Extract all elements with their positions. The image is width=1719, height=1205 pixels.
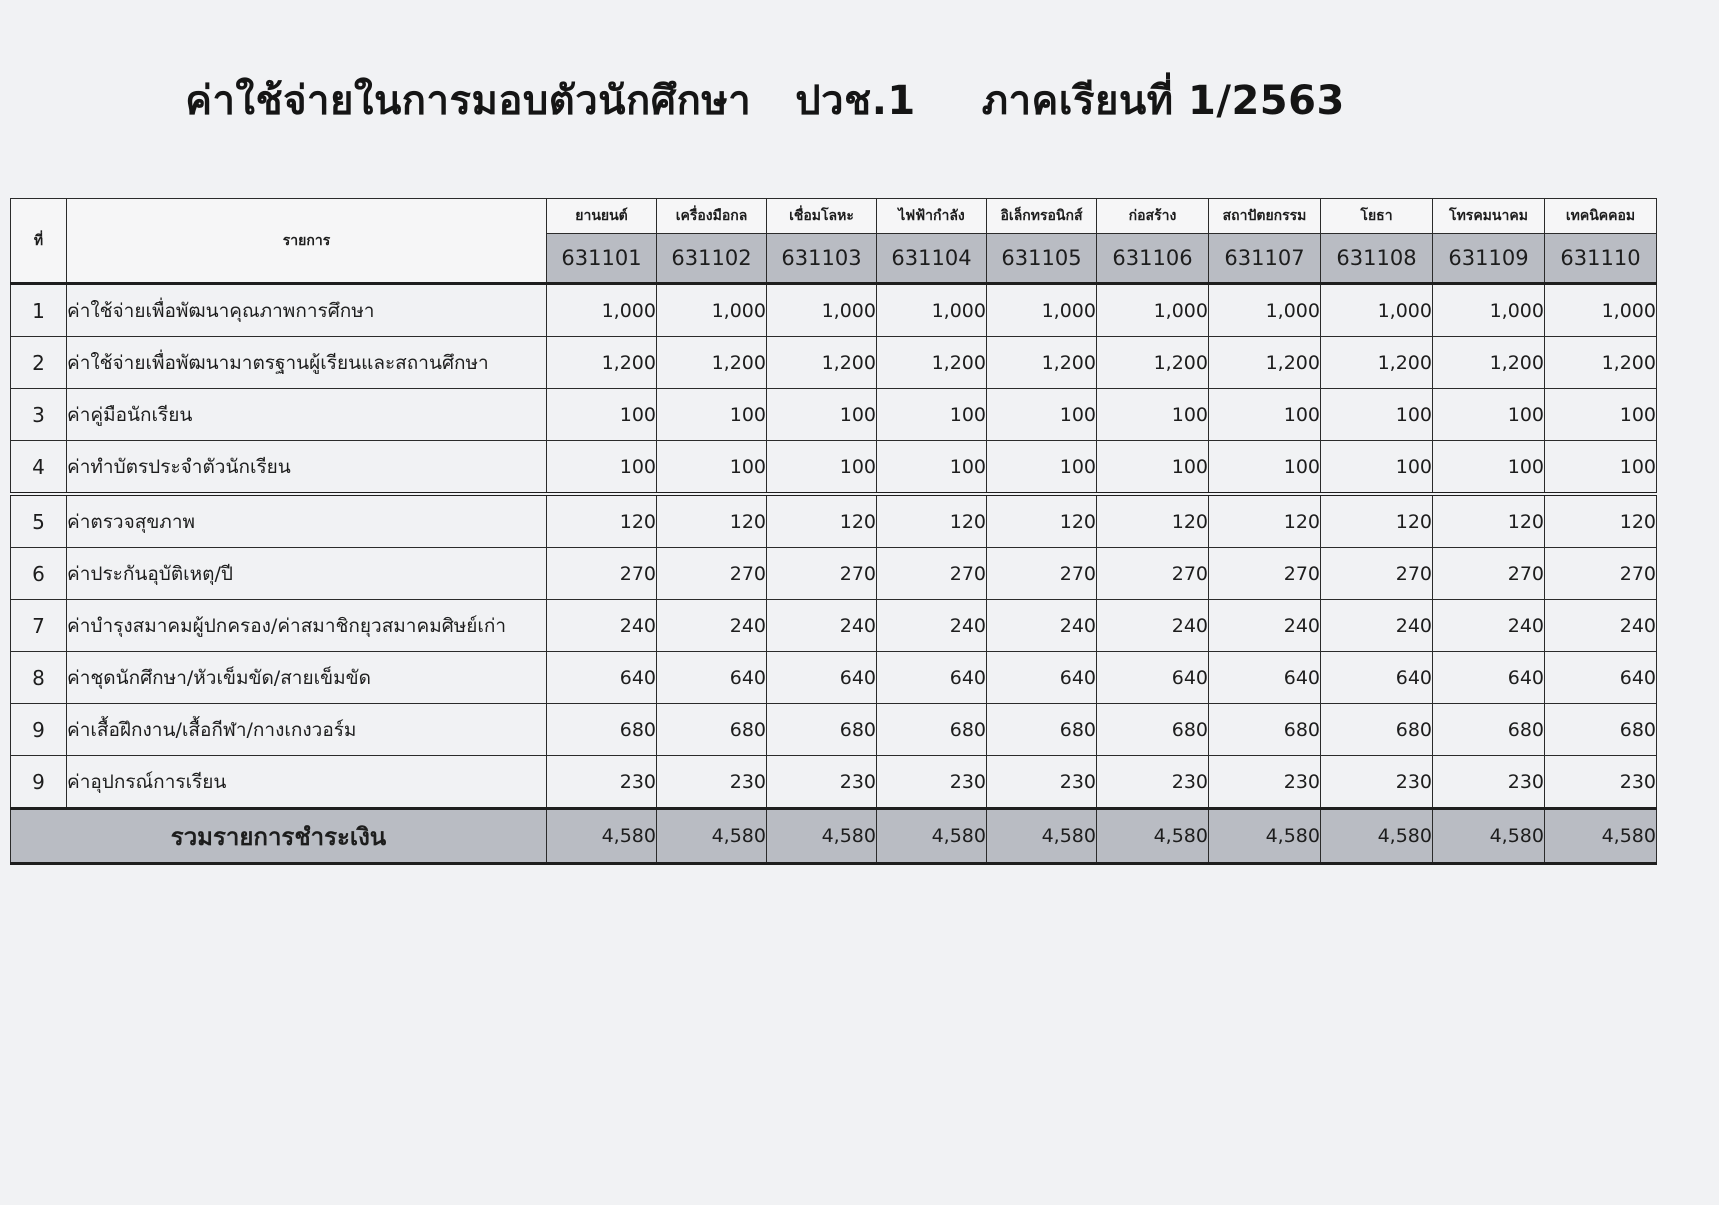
fee-cell: 100 — [1545, 441, 1657, 495]
fee-cell: 230 — [547, 756, 657, 809]
header-index: ที่ — [11, 199, 67, 284]
program-name-header: โทรคมนาคม — [1433, 199, 1545, 234]
fee-cell: 100 — [1321, 389, 1433, 441]
fee-cell: 680 — [1097, 704, 1209, 756]
fee-cell: 1,200 — [1433, 337, 1545, 389]
fee-cell: 680 — [1545, 704, 1657, 756]
fee-cell: 100 — [877, 389, 987, 441]
table-row — [11, 494, 1657, 548]
total-cell: 4,580 — [1209, 809, 1321, 864]
fee-cell: 100 — [1097, 389, 1209, 441]
fee-cell: 270 — [1097, 548, 1209, 600]
total-row — [11, 809, 1657, 864]
fee-cell: 1,000 — [767, 284, 877, 337]
total-label: รวมรายการชำระเงิน — [11, 809, 547, 864]
fee-cell: 1,000 — [877, 284, 987, 337]
fee-cell: 640 — [1433, 652, 1545, 704]
total-cell: 4,580 — [547, 809, 657, 864]
header-row-names — [11, 199, 1657, 234]
program-name-header: ก่อสร้าง — [1097, 199, 1209, 234]
fee-cell: 1,000 — [547, 284, 657, 337]
fee-cell: 270 — [1433, 548, 1545, 600]
total-cell: 4,580 — [1433, 809, 1545, 864]
fee-cell: 240 — [987, 600, 1097, 652]
fee-cell: 640 — [767, 652, 877, 704]
fee-cell: 1,000 — [1433, 284, 1545, 337]
total-cell: 4,580 — [767, 809, 877, 864]
fee-cell: 1,200 — [1097, 337, 1209, 389]
fee-cell: 100 — [1321, 441, 1433, 495]
program-code-header: 631104 — [877, 234, 987, 284]
fee-cell: 240 — [1545, 600, 1657, 652]
fee-table — [10, 198, 1657, 865]
fee-cell: 640 — [1545, 652, 1657, 704]
fee-cell: 240 — [877, 600, 987, 652]
row-number: 7 — [11, 600, 67, 652]
fee-cell: 230 — [877, 756, 987, 809]
fee-cell: 120 — [547, 494, 657, 548]
fee-cell: 640 — [1209, 652, 1321, 704]
fee-cell: 680 — [657, 704, 767, 756]
fee-cell: 230 — [1321, 756, 1433, 809]
table-row — [11, 337, 1657, 389]
fee-cell: 640 — [877, 652, 987, 704]
row-item-label: ค่าตรวจสุขภาพ — [67, 494, 547, 548]
row-item-label: ค่าอุปกรณ์การเรียน — [67, 756, 547, 809]
total-cell: 4,580 — [657, 809, 767, 864]
row-number: 5 — [11, 494, 67, 548]
program-name-header: เชื่อมโลหะ — [767, 199, 877, 234]
fee-cell: 100 — [987, 441, 1097, 495]
fee-cell: 680 — [767, 704, 877, 756]
table-row — [11, 389, 1657, 441]
fee-cell: 680 — [1433, 704, 1545, 756]
row-item-label: ค่าทำบัตรประจำตัวนักเรียน — [67, 441, 547, 495]
fee-cell: 1,000 — [1321, 284, 1433, 337]
row-number: 3 — [11, 389, 67, 441]
fee-cell: 240 — [767, 600, 877, 652]
fee-cell: 1,000 — [1097, 284, 1209, 337]
total-cell: 4,580 — [1097, 809, 1209, 864]
fee-cell: 640 — [1097, 652, 1209, 704]
fee-cell: 640 — [547, 652, 657, 704]
fee-cell: 230 — [1097, 756, 1209, 809]
row-item-label: ค่าใช้จ่ายเพื่อพัฒนามาตรฐานผู้เรียนและสถานศึกษา — [67, 337, 547, 389]
fee-cell: 270 — [877, 548, 987, 600]
program-name-header: เครื่องมือกล — [657, 199, 767, 234]
fee-cell: 1,000 — [1545, 284, 1657, 337]
fee-cell: 680 — [547, 704, 657, 756]
fee-cell: 680 — [1321, 704, 1433, 756]
row-item-label: ค่าเสื้อฝึกงาน/เสื้อกีฬา/กางเกงวอร์ม — [67, 704, 547, 756]
fee-cell: 240 — [657, 600, 767, 652]
fee-cell: 100 — [1097, 441, 1209, 495]
row-number: 9 — [11, 704, 67, 756]
program-name-header: เทคนิคคอม — [1545, 199, 1657, 234]
fee-cell: 270 — [1545, 548, 1657, 600]
fee-cell: 240 — [1209, 600, 1321, 652]
row-item-label: ค่าประกันอุบัติเหตุ/ปี — [67, 548, 547, 600]
program-code-header: 631109 — [1433, 234, 1545, 284]
fee-cell: 100 — [547, 389, 657, 441]
table-row — [11, 548, 1657, 600]
row-item-label: ค่าคู่มือนักเรียน — [67, 389, 547, 441]
fee-cell: 100 — [1433, 389, 1545, 441]
fee-cell: 120 — [1433, 494, 1545, 548]
program-code-header: 631108 — [1321, 234, 1433, 284]
total-cell: 4,580 — [1545, 809, 1657, 864]
fee-cell: 230 — [767, 756, 877, 809]
row-number: 2 — [11, 337, 67, 389]
fee-cell: 100 — [1209, 441, 1321, 495]
fee-cell: 120 — [1097, 494, 1209, 548]
program-code-header: 631105 — [987, 234, 1097, 284]
title-level: ปวช.1 — [795, 78, 916, 124]
row-item-label: ค่าใช้จ่ายเพื่อพัฒนาคุณภาพการศึกษา — [67, 284, 547, 337]
fee-cell: 100 — [987, 389, 1097, 441]
program-code-header: 631110 — [1545, 234, 1657, 284]
fee-cell: 100 — [657, 389, 767, 441]
fee-cell: 100 — [767, 441, 877, 495]
row-number: 4 — [11, 441, 67, 495]
row-number: 8 — [11, 652, 67, 704]
fee-cell: 1,200 — [657, 337, 767, 389]
table-row — [11, 652, 1657, 704]
program-name-header: ยานยนต์ — [547, 199, 657, 234]
fee-cell: 680 — [877, 704, 987, 756]
fee-cell: 240 — [547, 600, 657, 652]
fee-cell: 270 — [1321, 548, 1433, 600]
table-row — [11, 441, 1657, 495]
fee-cell: 100 — [1545, 389, 1657, 441]
table-row — [11, 284, 1657, 337]
fee-cell: 1,000 — [987, 284, 1097, 337]
title-text: ค่าใช้จ่ายในการมอบตัวนักศึกษา — [185, 78, 752, 124]
fee-cell: 1,200 — [1545, 337, 1657, 389]
fee-cell: 230 — [987, 756, 1097, 809]
program-code-header: 631101 — [547, 234, 657, 284]
fee-cell: 120 — [657, 494, 767, 548]
fee-cell: 230 — [1209, 756, 1321, 809]
fee-cell: 1,200 — [1321, 337, 1433, 389]
fee-cell: 680 — [1209, 704, 1321, 756]
fee-cell: 100 — [1209, 389, 1321, 441]
fee-cell: 680 — [987, 704, 1097, 756]
fee-cell: 270 — [547, 548, 657, 600]
fee-cell: 640 — [657, 652, 767, 704]
fee-table-body — [11, 284, 1657, 864]
table-row — [11, 756, 1657, 809]
table-row — [11, 704, 1657, 756]
program-code-header: 631106 — [1097, 234, 1209, 284]
fee-cell: 1,000 — [657, 284, 767, 337]
row-number: 6 — [11, 548, 67, 600]
row-item-label: ค่าบำรุงสมาคมผู้ปกครอง/ค่าสมาชิกยุวสมาคมศิษย์เก่า — [67, 600, 547, 652]
fee-cell: 1,000 — [1209, 284, 1321, 337]
fee-cell: 100 — [1433, 441, 1545, 495]
fee-cell: 270 — [1209, 548, 1321, 600]
fee-cell: 1,200 — [767, 337, 877, 389]
fee-cell: 100 — [767, 389, 877, 441]
total-cell: 4,580 — [987, 809, 1097, 864]
program-code-header: 631103 — [767, 234, 877, 284]
fee-cell: 100 — [657, 441, 767, 495]
fee-cell: 120 — [1545, 494, 1657, 548]
program-code-header: 631107 — [1209, 234, 1321, 284]
fee-cell: 270 — [987, 548, 1097, 600]
fee-cell: 230 — [1545, 756, 1657, 809]
fee-cell: 120 — [1321, 494, 1433, 548]
program-code-header: 631102 — [657, 234, 767, 284]
fee-cell: 120 — [767, 494, 877, 548]
fee-cell: 240 — [1433, 600, 1545, 652]
fee-cell: 120 — [987, 494, 1097, 548]
total-cell: 4,580 — [1321, 809, 1433, 864]
row-number: 9 — [11, 756, 67, 809]
program-name-header: ไฟฟ้ากำลัง — [877, 199, 987, 234]
fee-cell: 240 — [1321, 600, 1433, 652]
fee-cell: 120 — [877, 494, 987, 548]
page-title — [0, 68, 1530, 132]
table-row — [11, 600, 1657, 652]
header-item: รายการ — [67, 199, 547, 284]
fee-cell: 640 — [987, 652, 1097, 704]
fee-cell: 1,200 — [987, 337, 1097, 389]
fee-cell: 1,200 — [547, 337, 657, 389]
fee-cell: 100 — [877, 441, 987, 495]
fee-cell: 230 — [657, 756, 767, 809]
title-term: ภาคเรียนที่ 1/2563 — [981, 78, 1345, 124]
fee-cell: 100 — [547, 441, 657, 495]
fee-cell: 270 — [657, 548, 767, 600]
fee-cell: 120 — [1209, 494, 1321, 548]
program-name-header: สถาปัตยกรรม — [1209, 199, 1321, 234]
row-number: 1 — [11, 284, 67, 337]
fee-cell: 1,200 — [1209, 337, 1321, 389]
fee-cell: 1,200 — [877, 337, 987, 389]
fee-cell: 230 — [1433, 756, 1545, 809]
program-name-header: อิเล็กทรอนิกส์ — [987, 199, 1097, 234]
fee-cell: 240 — [1097, 600, 1209, 652]
fee-cell: 270 — [767, 548, 877, 600]
fee-cell: 640 — [1321, 652, 1433, 704]
total-cell: 4,580 — [877, 809, 987, 864]
program-name-header: โยธา — [1321, 199, 1433, 234]
row-item-label: ค่าชุดนักศึกษา/หัวเข็มขัด/สายเข็มขัด — [67, 652, 547, 704]
